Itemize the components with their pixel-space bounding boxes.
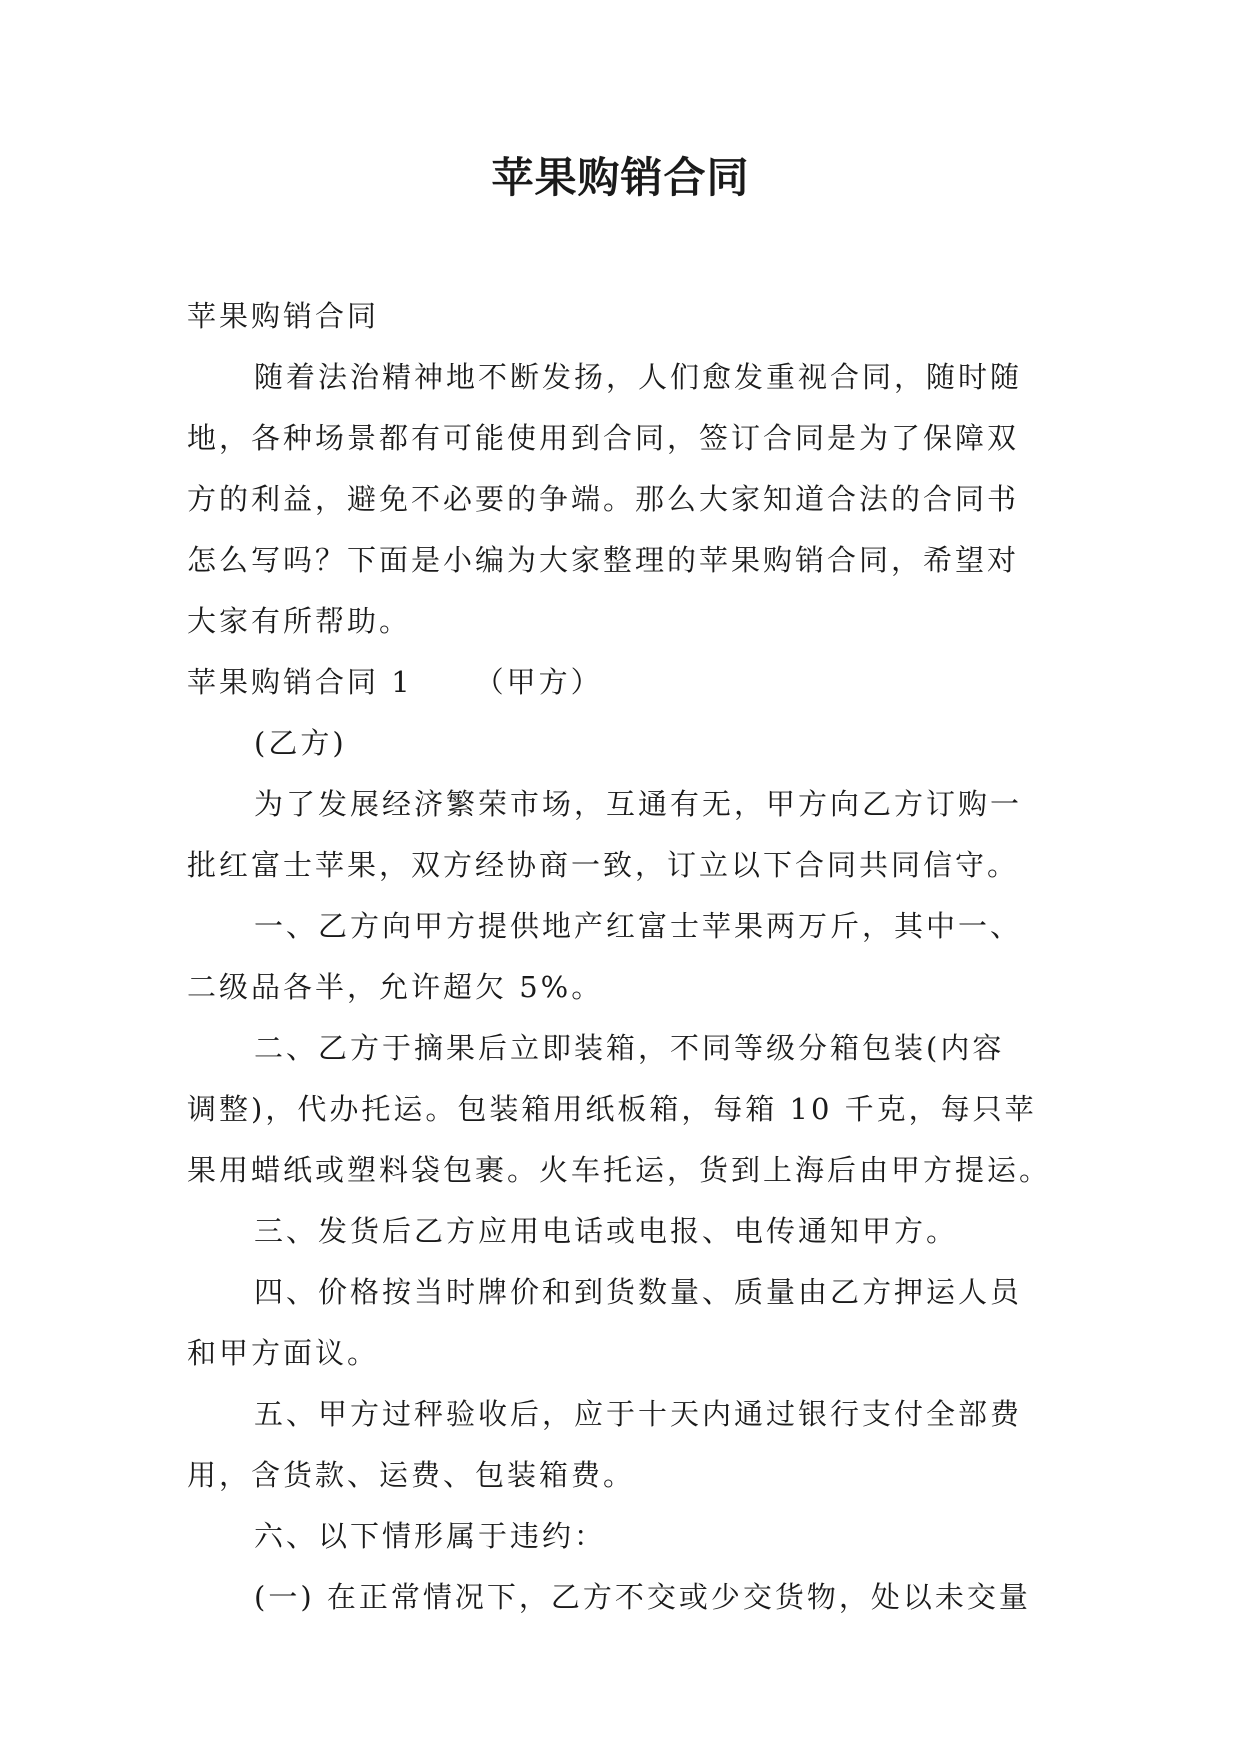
- clause-3: 三、发货后乙方应用电话或电报、电传通知甲方。: [254, 1214, 959, 1248]
- clause-5-line-2: 用，含货款、运费、包装箱费。: [187, 1458, 636, 1492]
- document-body: [187, 286, 1052, 1628]
- clause-4-line-1: 四、价格按当时牌价和到货数量、质量由乙方押运人员: [254, 1275, 1023, 1309]
- document-title: 苹果购销合同: [491, 153, 750, 202]
- party-a-label: （甲方）: [474, 665, 603, 699]
- clause-6-item-1: (一) 在正常情况下，乙方不交或少交货物，处以未交量: [254, 1580, 1031, 1614]
- party-b-label: (乙方): [254, 726, 347, 760]
- purpose-line-1: 为了发展经济繁荣市场，互通有无，甲方向乙方订购一: [254, 787, 1023, 821]
- intro-line-5: 大家有所帮助。: [187, 604, 412, 638]
- purpose-line-2: 批红富士苹果，双方经协商一致，订立以下合同共同信守。: [187, 848, 1020, 882]
- subtitle: 苹果购销合同: [187, 299, 380, 333]
- intro-line-3: 方的利益，避免不必要的争端。那么大家知道合法的合同书: [187, 482, 1020, 516]
- clause-2-line-1: 二、乙方于摘果后立即装箱，不同等级分箱包装(内容: [254, 1031, 1005, 1065]
- contract-heading-line: [187, 652, 1047, 713]
- intro-line-2: 地，各种场景都有可能使用到合同，签订合同是为了保障双: [187, 421, 1020, 455]
- clause-5-line-1: 五、甲方过秤验收后，应于十天内通过银行支付全部费: [254, 1397, 1023, 1431]
- clause-6: 六、以下情形属于违约：: [254, 1519, 607, 1553]
- clause-4-line-2: 和甲方面议。: [187, 1336, 380, 1370]
- contract-heading: 苹果购销合同 1: [187, 665, 413, 699]
- clause-1-line-1: 一、乙方向甲方提供地产红富士苹果两万斤，其中一、: [254, 909, 1023, 943]
- intro-line-1: 随着法治精神地不断发扬，人们愈发重视合同，随时随: [254, 360, 1023, 394]
- clause-2-line-3: 果用蜡纸或塑料袋包裹。火车托运，货到上海后由甲方提运。: [187, 1153, 1052, 1187]
- clause-1-line-2: 二级品各半，允许超欠 5%。: [187, 970, 604, 1004]
- clause-2-line-2: 调整)，代办托运。包装箱用纸板箱，每箱 10 千克，每只苹: [187, 1092, 1037, 1126]
- intro-line-4: 怎么写吗？下面是小编为大家整理的苹果购销合同，希望对: [187, 543, 1020, 577]
